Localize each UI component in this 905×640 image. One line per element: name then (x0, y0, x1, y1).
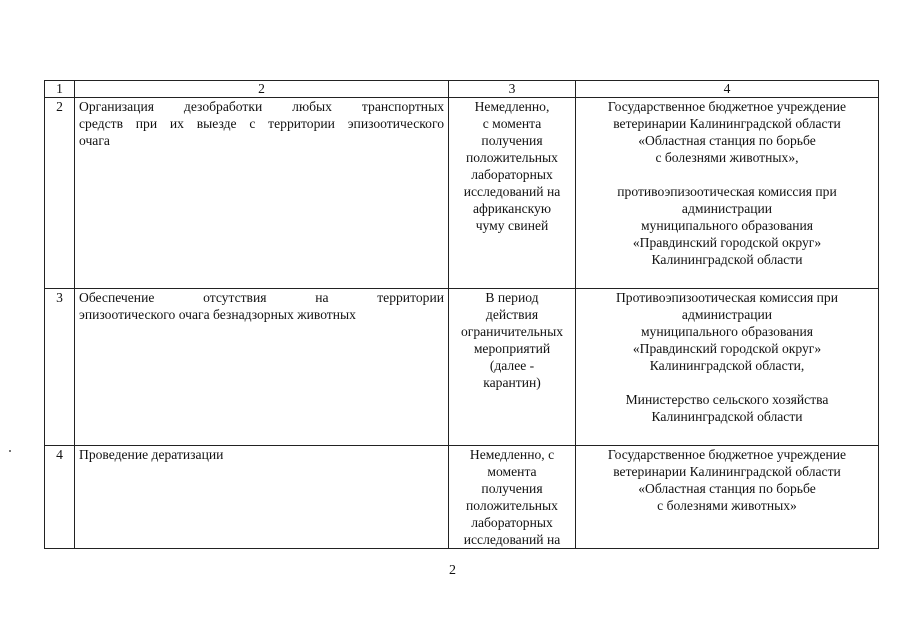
responsible-text-line: с болезнями животных» (657, 498, 797, 513)
action-text-line: средств при их выезде с территории эпизоотического (79, 116, 444, 131)
action-text-line: Организация дезобработки любых транспортных (79, 99, 444, 114)
header-cell-2: 2 (75, 81, 449, 98)
responsible-text-line: «Областная станция по борьбе (638, 133, 816, 148)
action-text-line: очага (79, 133, 110, 148)
deadline-text-line: действия (485, 307, 539, 322)
responsible-text-line: ветеринарии Калининградской области (613, 116, 841, 131)
responsible-text-line: администрации (681, 307, 773, 322)
row-number-cell: 2 (45, 98, 75, 289)
document-sheet (44, 80, 878, 549)
deadline-text-line: с момента (482, 116, 542, 131)
deadline-text-line: ограничительных (460, 324, 564, 339)
paragraph-gap (580, 166, 874, 183)
responsible-cell (576, 289, 879, 446)
responsible-text-line: Калининградской области, (649, 358, 805, 373)
page-number: 2 (449, 563, 456, 578)
deadline-text-line: В период (485, 290, 539, 305)
responsible-text-line: противоэпизоотическая комиссия при (617, 184, 837, 199)
deadline-text-line: Немедленно, (474, 99, 550, 114)
table-row (45, 289, 879, 446)
action-cell (75, 289, 449, 446)
responsible-text-line: администрации (681, 201, 773, 216)
responsible-text-line: муниципального образования (640, 324, 814, 339)
deadline-text-line: момента (487, 464, 537, 479)
deadline-cell (449, 98, 576, 289)
deadline-text-line: положительных (466, 498, 558, 513)
deadline-text-line: исследований на (463, 532, 561, 547)
responsible-text-line: Противоэпизоотическая комиссия при (615, 290, 839, 305)
action-cell (75, 446, 449, 549)
scan-artifact (9, 450, 11, 452)
responsible-text-line: ветеринарии Калининградской области (613, 464, 841, 479)
deadline-text-line: мероприятий (473, 341, 551, 356)
deadline-cell (449, 289, 576, 446)
deadline-text-line: получения (481, 481, 543, 496)
action-cell (75, 98, 449, 289)
responsible-text-line: Министерство сельского хозяйства (625, 392, 829, 407)
responsible-text-line: муниципального образования (640, 218, 814, 233)
deadline-text-line: получения (481, 133, 543, 148)
deadline-text-line: чуму свиней (475, 218, 549, 233)
deadline-text-line: Немедленно, с (469, 447, 555, 462)
measures-table (44, 80, 879, 549)
deadline-text-line: (далее - (489, 358, 535, 373)
header-cell-3: 3 (449, 81, 576, 98)
row-number-cell: 4 (45, 446, 75, 549)
table-row (45, 446, 879, 549)
paragraph-gap (580, 374, 874, 391)
responsible-text-line: Государственное бюджетное учреждение (607, 447, 847, 462)
responsible-text-line: Калининградской области (651, 252, 803, 267)
responsible-cell (576, 98, 879, 289)
responsible-text-line: «Правдинский городской округ» (632, 341, 822, 356)
deadline-text-line: лабораторных (471, 515, 553, 530)
action-text-line: эпизоотического очага безнадзорных животных (79, 307, 356, 322)
deadline-text-line: положительных (466, 150, 558, 165)
responsible-text-line: с болезнями животных», (655, 150, 799, 165)
deadline-cell (449, 446, 576, 549)
deadline-text-line: африканскую (472, 201, 552, 216)
responsible-text-line: «Правдинский городской округ» (632, 235, 822, 250)
responsible-text-line: Калининградской области (651, 409, 803, 424)
row-number-cell: 3 (45, 289, 75, 446)
action-text-line: Обеспечение отсутствия на территории (79, 290, 444, 305)
header-cell-1: 1 (45, 81, 75, 98)
table-row (45, 98, 879, 289)
table-body (45, 81, 879, 549)
responsible-text-line: «Областная станция по борьбе (638, 481, 816, 496)
deadline-text-line: лабораторных (471, 167, 553, 182)
action-text-line: Проведение дератизации (79, 447, 224, 462)
responsible-text-line: Государственное бюджетное учреждение (607, 99, 847, 114)
deadline-text-line: исследований на (463, 184, 561, 199)
table-header-row (45, 81, 879, 98)
responsible-cell (576, 446, 879, 549)
deadline-text-line: карантин) (483, 375, 541, 390)
header-cell-4: 4 (576, 81, 879, 98)
